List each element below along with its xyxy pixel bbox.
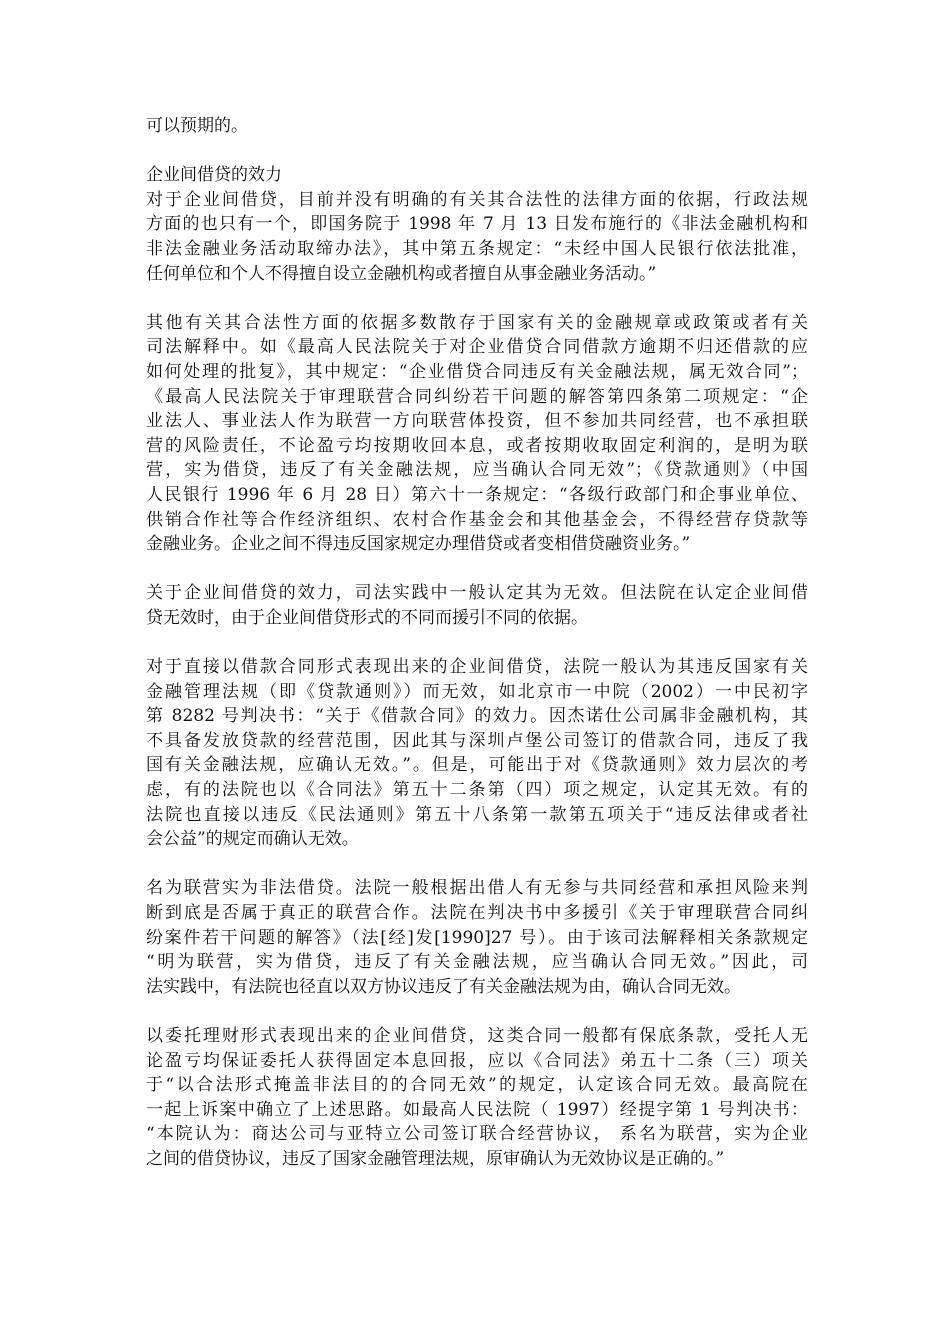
text-line: 第 8282 号判决书：“关于《借款合同》的效力。因杰诺仕公司属非金融机构，其	[146, 706, 808, 727]
paragraph-lending-validity	[146, 163, 808, 286]
paragraph-gap	[146, 557, 808, 582]
text-line: 非法金融业务活动取缔办法》，其中第五条规定：“未经中国人民银行依法批准，	[146, 238, 808, 259]
paragraph-entrusted-finance	[146, 1024, 808, 1172]
text-line: 营，实为借贷，违反了有关金融法规，应当确认合同无效”；《贷款通则》（中国	[146, 460, 808, 481]
text-line: 可以预期的。	[146, 116, 248, 136]
paragraph-gap	[146, 630, 808, 655]
paragraph-gap	[146, 852, 808, 877]
paragraph-gap	[146, 139, 808, 164]
text-line: 于“以合法形式掩盖非法目的的合同无效”的规定，认定该合同无效。最高院在	[146, 1075, 808, 1096]
text-line: 《最高人民法院关于审理联营合同纠纷若干问题的解答第四条第二项规定：“企	[146, 386, 808, 407]
text-line: 法院也直接以违反《民法通则》第五十八条第一款第五项关于“违反法律或者社	[146, 804, 808, 825]
paragraph-loan-contract	[146, 655, 808, 852]
text-line: 论盈亏均保证委托人获得固定本息回报，应以《合同法》弟五十二条（三）项关	[146, 1050, 808, 1071]
text-line: 人民银行 1996 年 6 月 28 日）第六十一条规定：“各级行政部门和企事业单位、	[146, 484, 808, 505]
text-line: “明为联营，实为借贷，违反了有关金融法规，应当确认合同无效。”因此，司	[146, 952, 808, 973]
text-line: 如何处理的批复》，其中规定：“企业借贷合同违反有关金融法规，属无效合同”；	[146, 361, 808, 382]
text-line: 营的风险责任，不论盈亏均按期收回本息，或者按期收取固定利润的，是明为联	[146, 435, 808, 456]
text-line: 国有关金融法规，应确认无效。”。但是，可能出于对《贷款通则》效力层次的考	[146, 755, 808, 776]
paragraph-gap	[146, 286, 808, 311]
text-line: 对于直接以借款合同形式表现出来的企业间借贷，法院一般认为其违反国家有关	[146, 657, 808, 678]
text-line: 名为联营实为非法借贷。法院一般根据出借人有无参与共同经营和承担风险来判	[146, 878, 808, 899]
text-line: 业法人、事业法人作为联营一方向联营体投资，但不参加共同经营，也不承担联	[146, 411, 808, 432]
paragraph-judicial-practice	[146, 581, 808, 630]
text-line: 其他有关其合法性方面的依据多数散存于国家有关的金融规章或政策或者有关	[146, 312, 808, 333]
text-line: 供销合作社等合作经济组织、农村合作基金会和其他基金会，不得经营存贷款等	[146, 509, 808, 530]
text-line: 法实践中，有法院也径直以双方协议违反了有关金融法规为由，确认合同无效。	[146, 976, 741, 997]
text-line: 对于企业间借贷，目前并没有明确的有关其合法性的法律方面的依据，行政法规	[146, 189, 808, 210]
paragraph-intro-tail	[146, 114, 808, 139]
text-line: 纷案件若干问题的解答》（法[经]发[1990]27 号）。由于该司法解释相关条款规定	[146, 927, 808, 948]
text-line: 虑，有的法院也以《合同法》第五十二条第（四）项之规定，认定其无效。有的	[146, 780, 808, 801]
section-heading: 企业间借贷的效力	[146, 165, 282, 186]
text-line: 方面的也只有一个，即国务院于 1998 年 7 月 13 日发布施行的《非法金融机构和	[146, 214, 808, 235]
text-line: 金融管理法规（即《贷款通则》）而无效，如北京市一中院（2002）一中民初字	[146, 681, 808, 702]
paragraph-gap	[146, 999, 808, 1024]
text-line: 断到底是否属于真正的联营合作。法院在判决书中多援引《关于审理联营合同纠	[146, 903, 808, 923]
text-line: 关于企业间借贷的效力，司法实践中一般认定其为无效。但法院在认定企业间借	[146, 583, 808, 604]
text-line: 司法解释中。如《最高人民法院关于对企业借贷合同借款方逾期不归还借款的应	[146, 337, 808, 358]
text-line: 不具备发放贷款的经营范围，因此其与深圳卢堡公司签订的借款合同，违反了我	[146, 730, 808, 751]
text-line: “本院认为：商达公司与亚特立公司签订联合经营协议， 系名为联营，实为企业	[146, 1124, 808, 1145]
document-body	[146, 114, 808, 1172]
paragraph-joint-venture	[146, 876, 808, 999]
text-line: 金融业务。企业之间不得违反国家规定办理借贷或者变相借贷融资业务。”	[146, 534, 691, 555]
text-line: 之间的借贷协议，违反了国家金融管理法规，原审确认为无效协议是正确的。”	[146, 1148, 725, 1169]
paragraph-other-basis	[146, 311, 808, 557]
text-line: 以委托理财形式表现出来的企业间借贷，这类合同一般都有保底条款，受托人无	[146, 1025, 808, 1046]
text-line: 贷无效时，由于企业间借贷形式的不同而援引不同的依据。	[146, 607, 588, 628]
text-line: 一起上诉案中确立了上述思路。如最高人民法院（ 1997）经提字第 1 号判决书：	[146, 1099, 808, 1120]
text-line: 会公益”的规定而确认无效。	[146, 829, 359, 850]
text-line: 任何单位和个人不得擅自设立金融机构或者擅自从事金融业务活动。”	[146, 263, 657, 284]
